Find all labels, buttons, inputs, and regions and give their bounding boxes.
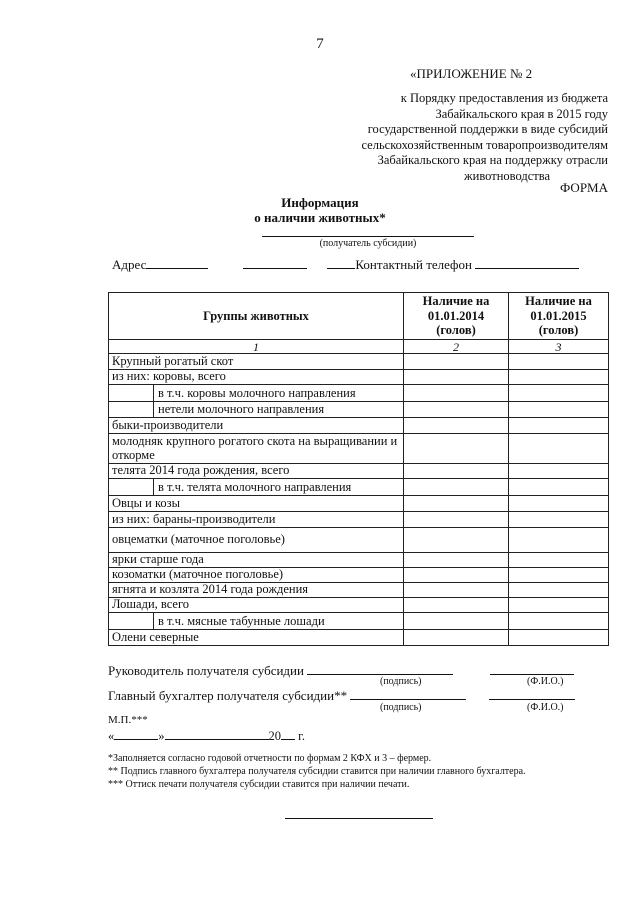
row-label: в т.ч. коровы молочного направления <box>158 386 356 400</box>
count-2015-cell[interactable] <box>509 370 609 385</box>
order-reference <box>308 91 608 185</box>
count-2014-cell[interactable] <box>404 418 509 434</box>
recipient-field[interactable] <box>262 236 474 237</box>
count-2014-cell[interactable] <box>404 583 509 598</box>
table-row <box>109 402 609 418</box>
count-2015-cell[interactable] <box>509 354 609 370</box>
table-row <box>109 598 609 613</box>
date-month-field[interactable] <box>165 727 269 740</box>
count-2014-cell[interactable] <box>404 354 509 370</box>
date-close-quote: » <box>158 729 165 743</box>
table-row <box>109 630 609 646</box>
table-row <box>109 370 609 385</box>
count-2014-cell[interactable] <box>404 553 509 568</box>
head-label: Руководитель получателя субсидии <box>108 663 304 678</box>
row-label: телята 2014 года рождения, всего <box>109 464 404 479</box>
count-2014-cell[interactable] <box>404 630 509 646</box>
table-row <box>109 479 609 496</box>
count-2014-cell[interactable] <box>404 496 509 512</box>
table-header-row <box>109 293 609 340</box>
footnote: ** Подпись главного бухгалтера получателя субсидии ставится при наличии главного бухгалтера. <box>108 766 526 777</box>
row-label: Крупный рогатый скот <box>109 354 404 370</box>
accountant-signature-row <box>108 687 575 704</box>
row-label: ярки старше года <box>109 553 404 568</box>
column-number: 3 <box>509 340 609 354</box>
row-label: молодняк крупного рогатого скота на выращивании и откорме <box>109 434 404 464</box>
table-row <box>109 512 609 528</box>
date-day-field[interactable] <box>114 727 158 740</box>
row-label: овцематки (маточное поголовье) <box>109 528 404 553</box>
date-suffix: г. <box>298 729 305 743</box>
animals-table <box>108 292 609 646</box>
page-number: 7 <box>316 36 324 52</box>
accountant-signature-field[interactable] <box>350 687 466 700</box>
table-row <box>109 496 609 512</box>
order-line: Забайкальского края в 2015 году <box>435 106 608 121</box>
count-2015-cell[interactable] <box>509 418 609 434</box>
form-label: ФОРМА <box>560 180 608 195</box>
table-row <box>109 568 609 583</box>
recipient-caption: (получатель субсидии) <box>319 238 417 249</box>
order-line: Забайкальского края на поддержку отрасли <box>377 153 608 168</box>
count-2015-cell[interactable] <box>509 496 609 512</box>
accountant-sign-caption: (подпись) <box>380 702 422 713</box>
phone-field[interactable] <box>475 256 579 269</box>
head-name-caption: (Ф.И.О.) <box>527 676 564 687</box>
count-2015-cell[interactable] <box>509 583 609 598</box>
order-line: государственной поддержки в виде субсидий <box>367 122 608 137</box>
count-2014-cell[interactable] <box>404 613 509 630</box>
date-row <box>108 727 305 744</box>
title-line: Информация <box>281 195 359 210</box>
order-line: животноводства <box>464 168 550 183</box>
order-line: сельскохозяйственным товаропроизводителям <box>361 137 608 152</box>
header-count-2015: Наличие на 01.01.2015 (голов) <box>509 293 609 340</box>
head-signature-row <box>108 662 574 679</box>
head-signature-field[interactable] <box>307 662 453 675</box>
row-label-cell <box>109 479 404 496</box>
row-label: из них: коровы, всего <box>109 370 404 385</box>
count-2015-cell[interactable] <box>509 568 609 583</box>
row-label: в т.ч. телята молочного направления <box>158 480 352 494</box>
accountant-name-field[interactable] <box>489 687 575 700</box>
head-sign-caption: (подпись) <box>380 676 422 687</box>
footnote: *Заполняется согласно годовой отчетности по формам 2 КФХ и 3 – фермер. <box>108 753 432 764</box>
date-open-quote: « <box>108 729 115 743</box>
count-2014-cell[interactable] <box>404 464 509 479</box>
row-label: Олени северные <box>109 630 404 646</box>
column-number: 2 <box>404 340 509 354</box>
column-number: 1 <box>109 340 404 354</box>
table-column-numbers <box>109 340 609 354</box>
row-label: быки-производители <box>109 418 404 434</box>
phone-label: Контактный телефон <box>355 257 472 272</box>
count-2015-cell[interactable] <box>509 630 609 646</box>
table-row <box>109 464 609 479</box>
row-label-cell <box>109 613 404 630</box>
count-2014-cell[interactable] <box>404 598 509 613</box>
date-year-field[interactable] <box>281 727 295 740</box>
address-field-3[interactable] <box>327 256 355 269</box>
accountant-name-caption: (Ф.И.О.) <box>527 702 564 713</box>
row-label: Лошади, всего <box>109 598 404 613</box>
count-2015-cell[interactable] <box>509 553 609 568</box>
address-row <box>112 256 608 273</box>
row-label: Овцы и козы <box>109 496 404 512</box>
table-row <box>109 354 609 370</box>
count-2014-cell[interactable] <box>404 402 509 418</box>
count-2015-cell[interactable] <box>509 613 609 630</box>
row-label: в т.ч. мясные табунные лошади <box>158 614 325 628</box>
bottom-rule <box>285 818 433 819</box>
order-line: к Порядку предоставления из бюджета <box>400 91 608 105</box>
header-count-2014: Наличие на 01.01.2014 (голов) <box>404 293 509 340</box>
footnotes <box>108 752 526 791</box>
row-label-cell <box>109 402 404 418</box>
table-row <box>109 385 609 402</box>
date-year: 20 <box>268 729 281 743</box>
row-label: козоматки (маточное поголовье) <box>109 568 404 583</box>
table-row <box>109 583 609 598</box>
address-field-1[interactable] <box>146 256 208 269</box>
count-2014-cell[interactable] <box>404 512 509 528</box>
row-label-cell <box>109 385 404 402</box>
table-row <box>109 434 609 464</box>
table-row <box>109 613 609 630</box>
table-row <box>109 528 609 553</box>
footnote: *** Оттиск печати получателя субсидии ставится при наличии печати. <box>108 779 410 790</box>
address-label: Адрес <box>112 257 147 272</box>
document-title <box>0 195 640 225</box>
count-2015-cell[interactable] <box>509 402 609 418</box>
table-row <box>109 418 609 434</box>
count-2014-cell[interactable] <box>404 434 509 464</box>
row-label: нетели молочного направления <box>158 402 325 416</box>
table-row <box>109 553 609 568</box>
head-name-field[interactable] <box>490 662 574 675</box>
count-2014-cell[interactable] <box>404 568 509 583</box>
title-line: о наличии животных* <box>254 210 386 225</box>
count-2015-cell[interactable] <box>509 479 609 496</box>
address-field-2[interactable] <box>243 256 307 269</box>
accountant-label: Главный бухгалтер получателя субсидии** <box>108 688 348 703</box>
appendix-title: «ПРИЛОЖЕНИЕ № 2 <box>410 66 533 81</box>
count-2014-cell[interactable] <box>404 479 509 496</box>
row-label: из них: бараны-производители <box>109 512 404 528</box>
count-2015-cell[interactable] <box>509 528 609 553</box>
count-2014-cell[interactable] <box>404 528 509 553</box>
count-2014-cell[interactable] <box>404 385 509 402</box>
row-label: ягнята и козлята 2014 года рождения <box>109 583 404 598</box>
count-2015-cell[interactable] <box>509 385 609 402</box>
count-2015-cell[interactable] <box>509 464 609 479</box>
stamp-label: М.П.*** <box>108 714 148 726</box>
count-2014-cell[interactable] <box>404 370 509 385</box>
count-2015-cell[interactable] <box>509 598 609 613</box>
count-2015-cell[interactable] <box>509 512 609 528</box>
count-2015-cell[interactable] <box>509 434 609 464</box>
header-animal-groups: Группы животных <box>109 293 404 340</box>
